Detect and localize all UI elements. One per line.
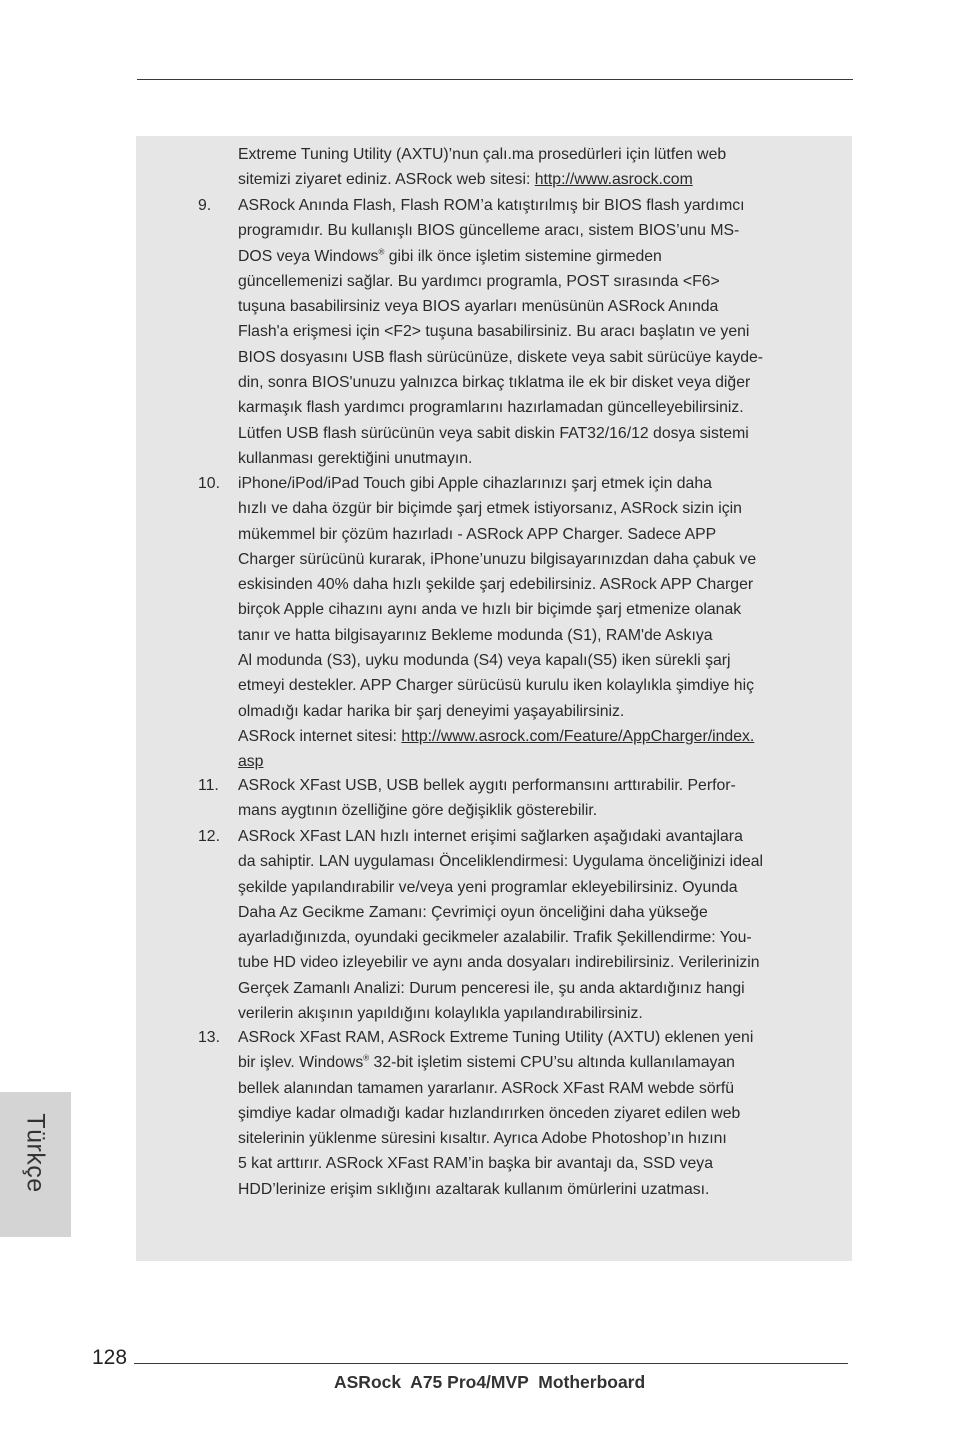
list-item-13: 13. ASRock XFast RAM, ASRock Extreme Tuning Utility (AXTU) eklenen yeni bir işlev. Windows® 32-bit işletim sistemi CPU’su altında kullanılamayan bellek alanından tamamen yararlanır. ASRock XFast RAM webde sörfü şimdiye kadar olmadığı kadar hızlandırırken önceden ziyaret edilen web sitelerinin yüklenme süresini kısaltır. Ayrıca Adobe Photoshop’ın hızını 5 kat arttırır. ASRock XFast RAM’in başka bir avantajı da, SSD veya HDD’lerinize erişim sıklığını azaltarak kullanım ömürlerini uzatması. <box>198 1025 803 1202</box>
asrock-website-link[interactable]: http://www.asrock.com <box>534 171 693 189</box>
footer-title: ASRock A75 Pro4/MVP Motherboard <box>334 1372 646 1392</box>
registered-mark: ® <box>378 247 385 257</box>
bottom-rule <box>134 1363 848 1364</box>
item-number: 10. <box>198 475 220 492</box>
page-number: 128 <box>92 1346 128 1369</box>
list-item-10: 10. iPhone/iPod/iPad Touch gibi Apple cihazlarınızı şarj etmek için daha hızlı ve daha özgür bir biçimde şarj etmek istiyorsanız, ASRock sizin için mükemmel bir çözüm hazırladı - ASRock APP Charger. Sadece APP Charger sürücünü kurarak, iPhone’unuzu bilgisayarınızdan daha çabuk ve eskisinden 40% daha hızlı şekilde şarj edebilirsiniz. ASRock APP Charger birçok Apple cihazını aynı anda ve hızlı bir biçimde şarj etmenize olanak tanır ve hatta bilgisayarınız Bekleme modunda (S1), RAM'de Askıya Al modunda (S3), uyku modunda (S4) veya kapalı(S5) iken sürekli şarj etmeyi destekler. APP Charger sürücüsü kurulu iken kolaylıkla şimdiye hiç olmadığı kadar harika bir şarj deneyimi yaşayabilirsiniz. ASRock internet sitesi: http://www.asrock.com/Feature/AppCharger/index. asp <box>198 471 803 775</box>
appcharger-link[interactable]: http://www.asrock.com/Feature/AppCharger/index. <box>401 727 755 745</box>
registered-mark: ® <box>363 1054 370 1064</box>
continuation-line-1: Extreme Tuning Utility (AXTU)’nun çalı.ma prosedürleri için lütfen web <box>238 146 727 163</box>
language-label: Türkçe <box>21 1113 50 1193</box>
appcharger-link-cont[interactable]: asp <box>238 753 264 771</box>
item-number: 9. <box>198 197 212 214</box>
item-number: 11. <box>198 777 219 794</box>
item-number: 13. <box>198 1029 220 1046</box>
list-item-9: 9. ASRock Anında Flash, Flash ROM’a katıştırılmış bir BIOS flash yardımcı programıdır. Bu kullanışlı BIOS güncelleme aracı, sistem BIOS’unu MS- DOS veya Windows® gibi ilk önce işletim sistemine girmeden güncellemenizi sağlar. Bu yardımcı programla, POST sırasında <F6> tuşuna basabilirsiniz veya BIOS ayarları menüsünün ASRock Anında Flash'a erişmesi için <F2> tuşuna basabilirsiniz. Bu aracı başlatın ve yeni BIOS dosyasını USB flash sürücünüze, diskete veya sabit sürücüye kayde- din, sonra BIOS'unuzu yalnızca birkaç tıklatma ile ek bir disket veya diğer karmaşık flash yardımcı programlarını hazırlamadan güncelleyebilirsiniz. Lütfen USB flash sürücünün veya sabit diskin FAT32/16/12 dosya sistemi kullanması gerektiğini unutmayın. <box>198 193 803 471</box>
list-item-11: 11. ASRock XFast USB, USB bellek aygıtı performansını arttırabilir. Perfor- mans aygtının özelliğine göre değişiklik gösterebilir. <box>198 773 803 824</box>
continuation-line-2: sitemizi ziyaret ediniz. ASRock web sitesi: http://www.asrock.com <box>238 171 693 189</box>
item-number: 12. <box>198 828 220 845</box>
list-item-12: 12. ASRock XFast LAN hızlı internet erişimi sağlarken aşağıdaki avantajlara da sahiptir. LAN uygulaması Önceliklendirmesi: Uygulama önceliğinizi ideal şekilde yapılandırabilir ve/veya yeni programlar ekleyebilirsiniz. Oyunda Daha Az Gecikme Zamanı: Çevrimiçi oyun önceliğini daha yükseğe ayarladığınızda, oyundaki gecikmeler azalabilir. Trafik Şekillendirme: You- tube HD video izleyebilir ve aynı anda dosyaları indirebilirsiniz. Verilerinizin Gerçek Zamanlı Analizi: Durum penceresi ile, şu anda aktardığınız hangi verilerin akışının yapıldığını kolaylıkla yapılandırabilirsiniz. <box>198 824 803 1026</box>
continuation-text <box>238 142 803 193</box>
top-rule <box>137 79 853 80</box>
